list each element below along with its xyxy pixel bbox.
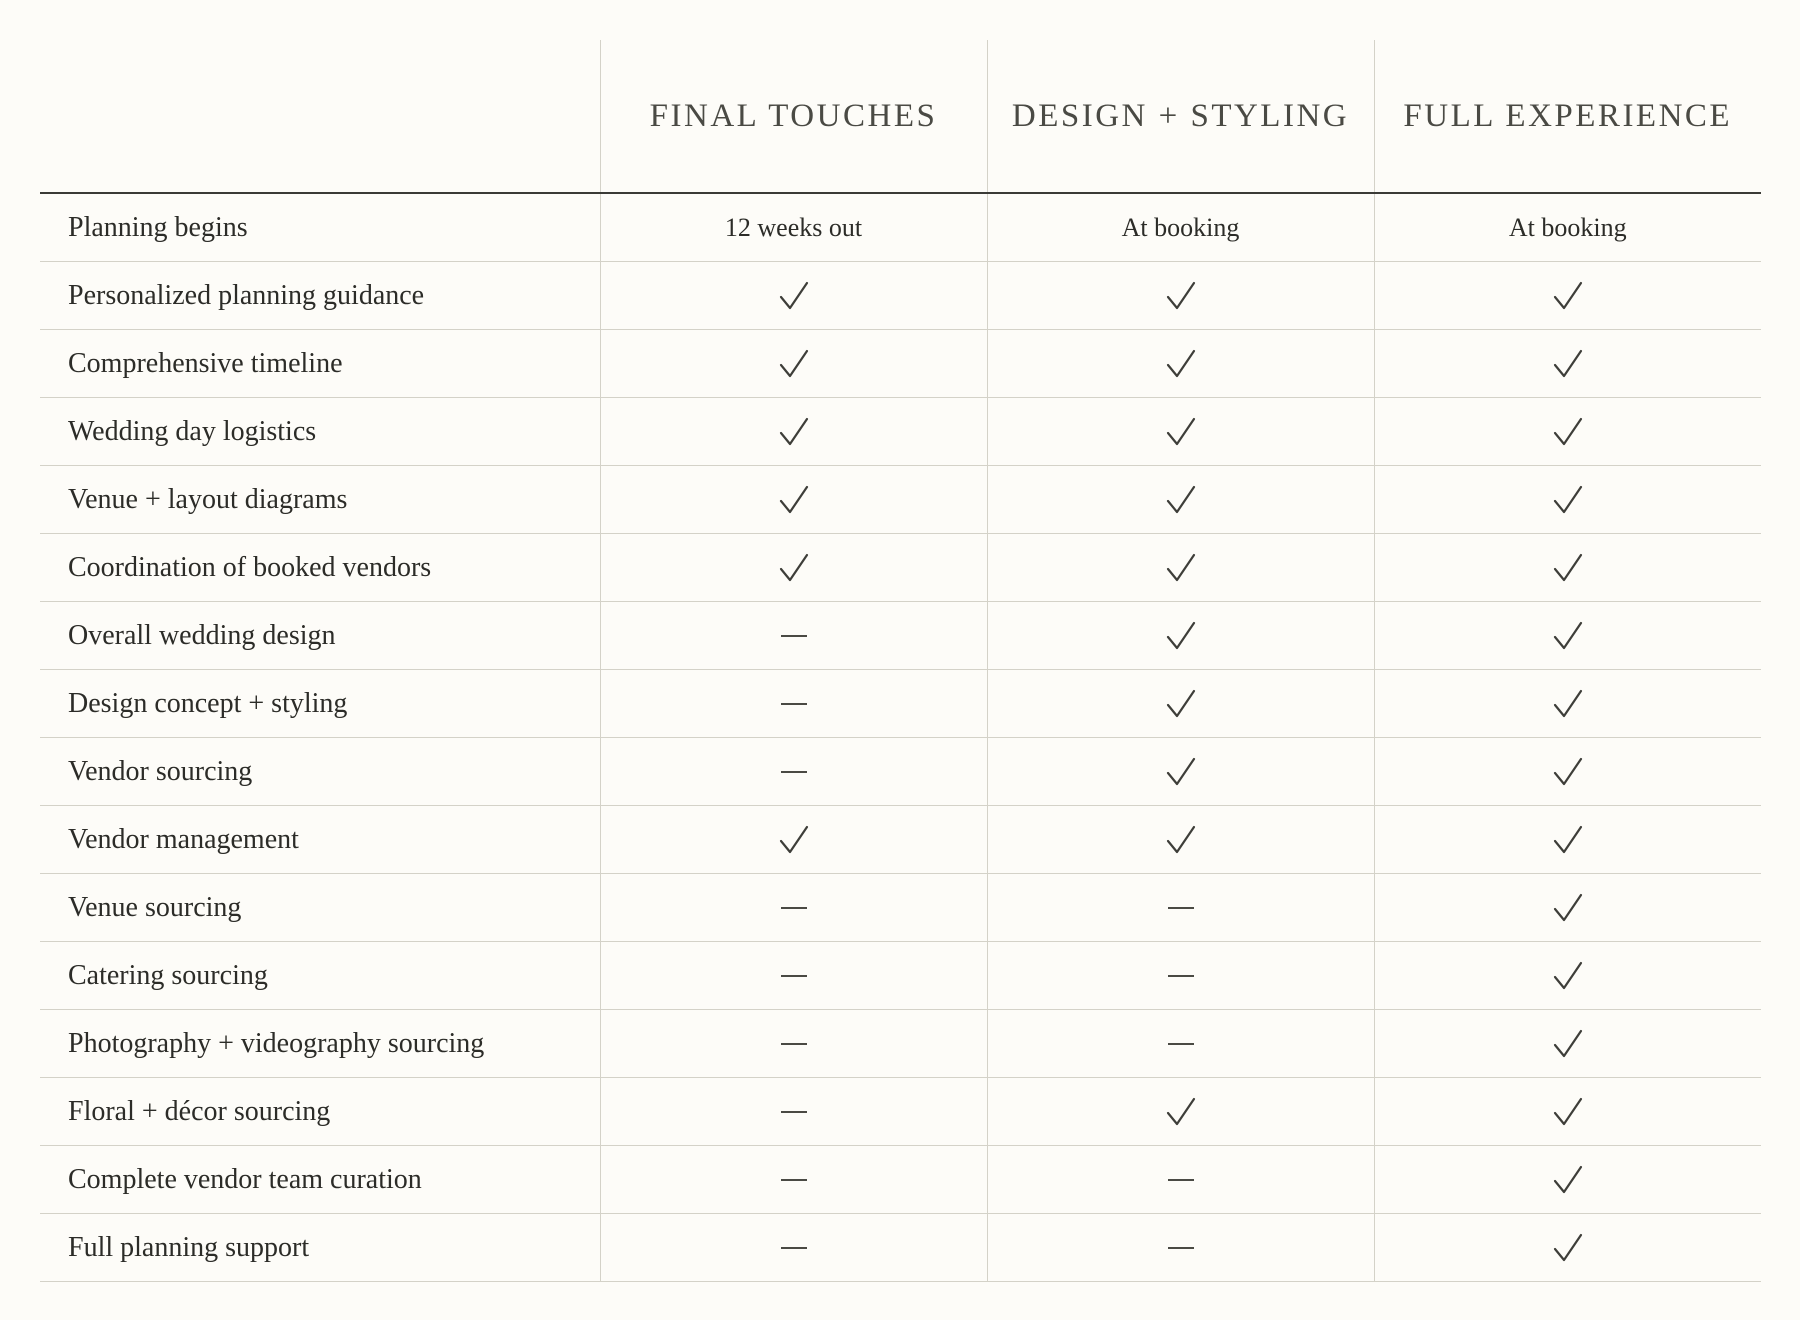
package-comparison-table — [40, 40, 1761, 1282]
checkmark-icon — [1375, 1028, 1762, 1060]
table-row — [40, 1146, 1761, 1214]
dash-icon — [781, 635, 807, 637]
cell-final-touches — [600, 398, 987, 466]
cell-final-touches — [600, 602, 987, 670]
cell-design-styling — [987, 1214, 1374, 1282]
feature-label: Planning begins — [40, 193, 600, 262]
header-final-touches: FINAL TOUCHES — [600, 40, 987, 193]
checkmark-icon — [601, 348, 987, 380]
checkmark-icon — [988, 1096, 1374, 1128]
cell-value: 12 weeks out — [724, 213, 863, 242]
dash-icon — [1168, 975, 1194, 977]
dash-icon — [1168, 1247, 1194, 1249]
feature-label: Venue + layout diagrams — [40, 466, 600, 534]
cell-design-styling — [987, 330, 1374, 398]
table-row — [40, 1010, 1761, 1078]
table-row — [40, 942, 1761, 1010]
feature-label: Personalized planning guidance — [40, 262, 600, 330]
feature-label: Catering sourcing — [40, 942, 600, 1010]
cell-full-experience — [1374, 1010, 1761, 1078]
checkmark-icon — [1375, 416, 1762, 448]
feature-label: Complete vendor team curation — [40, 1146, 600, 1214]
cell-final-touches — [600, 670, 987, 738]
cell-final-touches — [600, 193, 987, 262]
table-row — [40, 670, 1761, 738]
feature-label: Full planning support — [40, 1214, 600, 1282]
checkmark-icon — [988, 280, 1374, 312]
header-row — [40, 40, 1761, 193]
cell-final-touches — [600, 534, 987, 602]
table-row — [40, 466, 1761, 534]
cell-final-touches — [600, 330, 987, 398]
cell-final-touches — [600, 874, 987, 942]
feature-label: Venue sourcing — [40, 874, 600, 942]
cell-full-experience — [1374, 534, 1761, 602]
dash-icon — [781, 703, 807, 705]
checkmark-icon — [1375, 756, 1762, 788]
cell-final-touches — [600, 942, 987, 1010]
cell-final-touches — [600, 466, 987, 534]
checkmark-icon — [1375, 824, 1762, 856]
cell-design-styling — [987, 398, 1374, 466]
feature-label: Floral + décor sourcing — [40, 1078, 600, 1146]
cell-design-styling — [987, 262, 1374, 330]
cell-final-touches — [600, 806, 987, 874]
checkmark-icon — [1375, 552, 1762, 584]
cell-design-styling — [987, 193, 1374, 262]
checkmark-icon — [988, 416, 1374, 448]
cell-design-styling — [987, 942, 1374, 1010]
feature-label: Vendor management — [40, 806, 600, 874]
cell-design-styling — [987, 1078, 1374, 1146]
table-row — [40, 602, 1761, 670]
feature-label: Vendor sourcing — [40, 738, 600, 806]
checkmark-icon — [1375, 1232, 1762, 1264]
table-row — [40, 534, 1761, 602]
checkmark-icon — [1375, 620, 1762, 652]
checkmark-icon — [1375, 1164, 1762, 1196]
checkmark-icon — [988, 688, 1374, 720]
dash-icon — [781, 771, 807, 773]
feature-label: Overall wedding design — [40, 602, 600, 670]
cell-full-experience — [1374, 602, 1761, 670]
checkmark-icon — [1375, 892, 1762, 924]
dash-icon — [781, 1043, 807, 1045]
cell-final-touches — [600, 1214, 987, 1282]
cell-design-styling — [987, 1010, 1374, 1078]
checkmark-icon — [601, 280, 987, 312]
dash-icon — [781, 1111, 807, 1113]
table-row — [40, 1214, 1761, 1282]
checkmark-icon — [988, 348, 1374, 380]
cell-design-styling — [987, 738, 1374, 806]
cell-design-styling — [987, 466, 1374, 534]
feature-label: Wedding day logistics — [40, 398, 600, 466]
cell-final-touches — [600, 738, 987, 806]
table-row — [40, 806, 1761, 874]
header-full-experience: FULL EXPERIENCE — [1374, 40, 1761, 193]
cell-full-experience — [1374, 942, 1761, 1010]
table-body — [40, 193, 1761, 1282]
dash-icon — [781, 1247, 807, 1249]
checkmark-icon — [601, 484, 987, 516]
cell-full-experience — [1374, 1214, 1761, 1282]
table-row — [40, 262, 1761, 330]
cell-full-experience — [1374, 1146, 1761, 1214]
cell-full-experience — [1374, 670, 1761, 738]
cell-final-touches — [600, 262, 987, 330]
cell-value: At booking — [1121, 213, 1240, 242]
cell-design-styling — [987, 806, 1374, 874]
cell-full-experience — [1374, 398, 1761, 466]
dash-icon — [1168, 907, 1194, 909]
cell-value: At booking — [1508, 213, 1627, 242]
feature-label: Coordination of booked vendors — [40, 534, 600, 602]
checkmark-icon — [1375, 960, 1762, 992]
checkmark-icon — [1375, 348, 1762, 380]
cell-design-styling — [987, 1146, 1374, 1214]
cell-full-experience — [1374, 738, 1761, 806]
checkmark-icon — [988, 824, 1374, 856]
cell-full-experience — [1374, 262, 1761, 330]
cell-full-experience — [1374, 1078, 1761, 1146]
header-design-styling: DESIGN + STYLING — [987, 40, 1374, 193]
cell-design-styling — [987, 602, 1374, 670]
cell-design-styling — [987, 874, 1374, 942]
dash-icon — [1168, 1179, 1194, 1181]
dash-icon — [781, 907, 807, 909]
feature-label: Comprehensive timeline — [40, 330, 600, 398]
cell-full-experience — [1374, 193, 1761, 262]
table-row — [40, 193, 1761, 262]
cell-full-experience — [1374, 330, 1761, 398]
checkmark-icon — [1375, 688, 1762, 720]
checkmark-icon — [1375, 280, 1762, 312]
comparison-table-container — [40, 40, 1760, 1282]
checkmark-icon — [601, 416, 987, 448]
table-header — [40, 40, 1761, 193]
dash-icon — [781, 1179, 807, 1181]
cell-final-touches — [600, 1010, 987, 1078]
table-row — [40, 1078, 1761, 1146]
checkmark-icon — [988, 620, 1374, 652]
table-row — [40, 738, 1761, 806]
header-corner — [40, 40, 600, 193]
cell-full-experience — [1374, 874, 1761, 942]
dash-icon — [1168, 1043, 1194, 1045]
checkmark-icon — [1375, 484, 1762, 516]
cell-full-experience — [1374, 466, 1761, 534]
cell-design-styling — [987, 534, 1374, 602]
feature-label: Design concept + styling — [40, 670, 600, 738]
cell-design-styling — [987, 670, 1374, 738]
checkmark-icon — [988, 484, 1374, 516]
checkmark-icon — [988, 552, 1374, 584]
cell-final-touches — [600, 1078, 987, 1146]
dash-icon — [781, 975, 807, 977]
checkmark-icon — [601, 824, 987, 856]
cell-full-experience — [1374, 806, 1761, 874]
checkmark-icon — [601, 552, 987, 584]
table-row — [40, 330, 1761, 398]
table-row — [40, 874, 1761, 942]
cell-final-touches — [600, 1146, 987, 1214]
checkmark-icon — [1375, 1096, 1762, 1128]
feature-label: Photography + videography sourcing — [40, 1010, 600, 1078]
table-row — [40, 398, 1761, 466]
checkmark-icon — [988, 756, 1374, 788]
